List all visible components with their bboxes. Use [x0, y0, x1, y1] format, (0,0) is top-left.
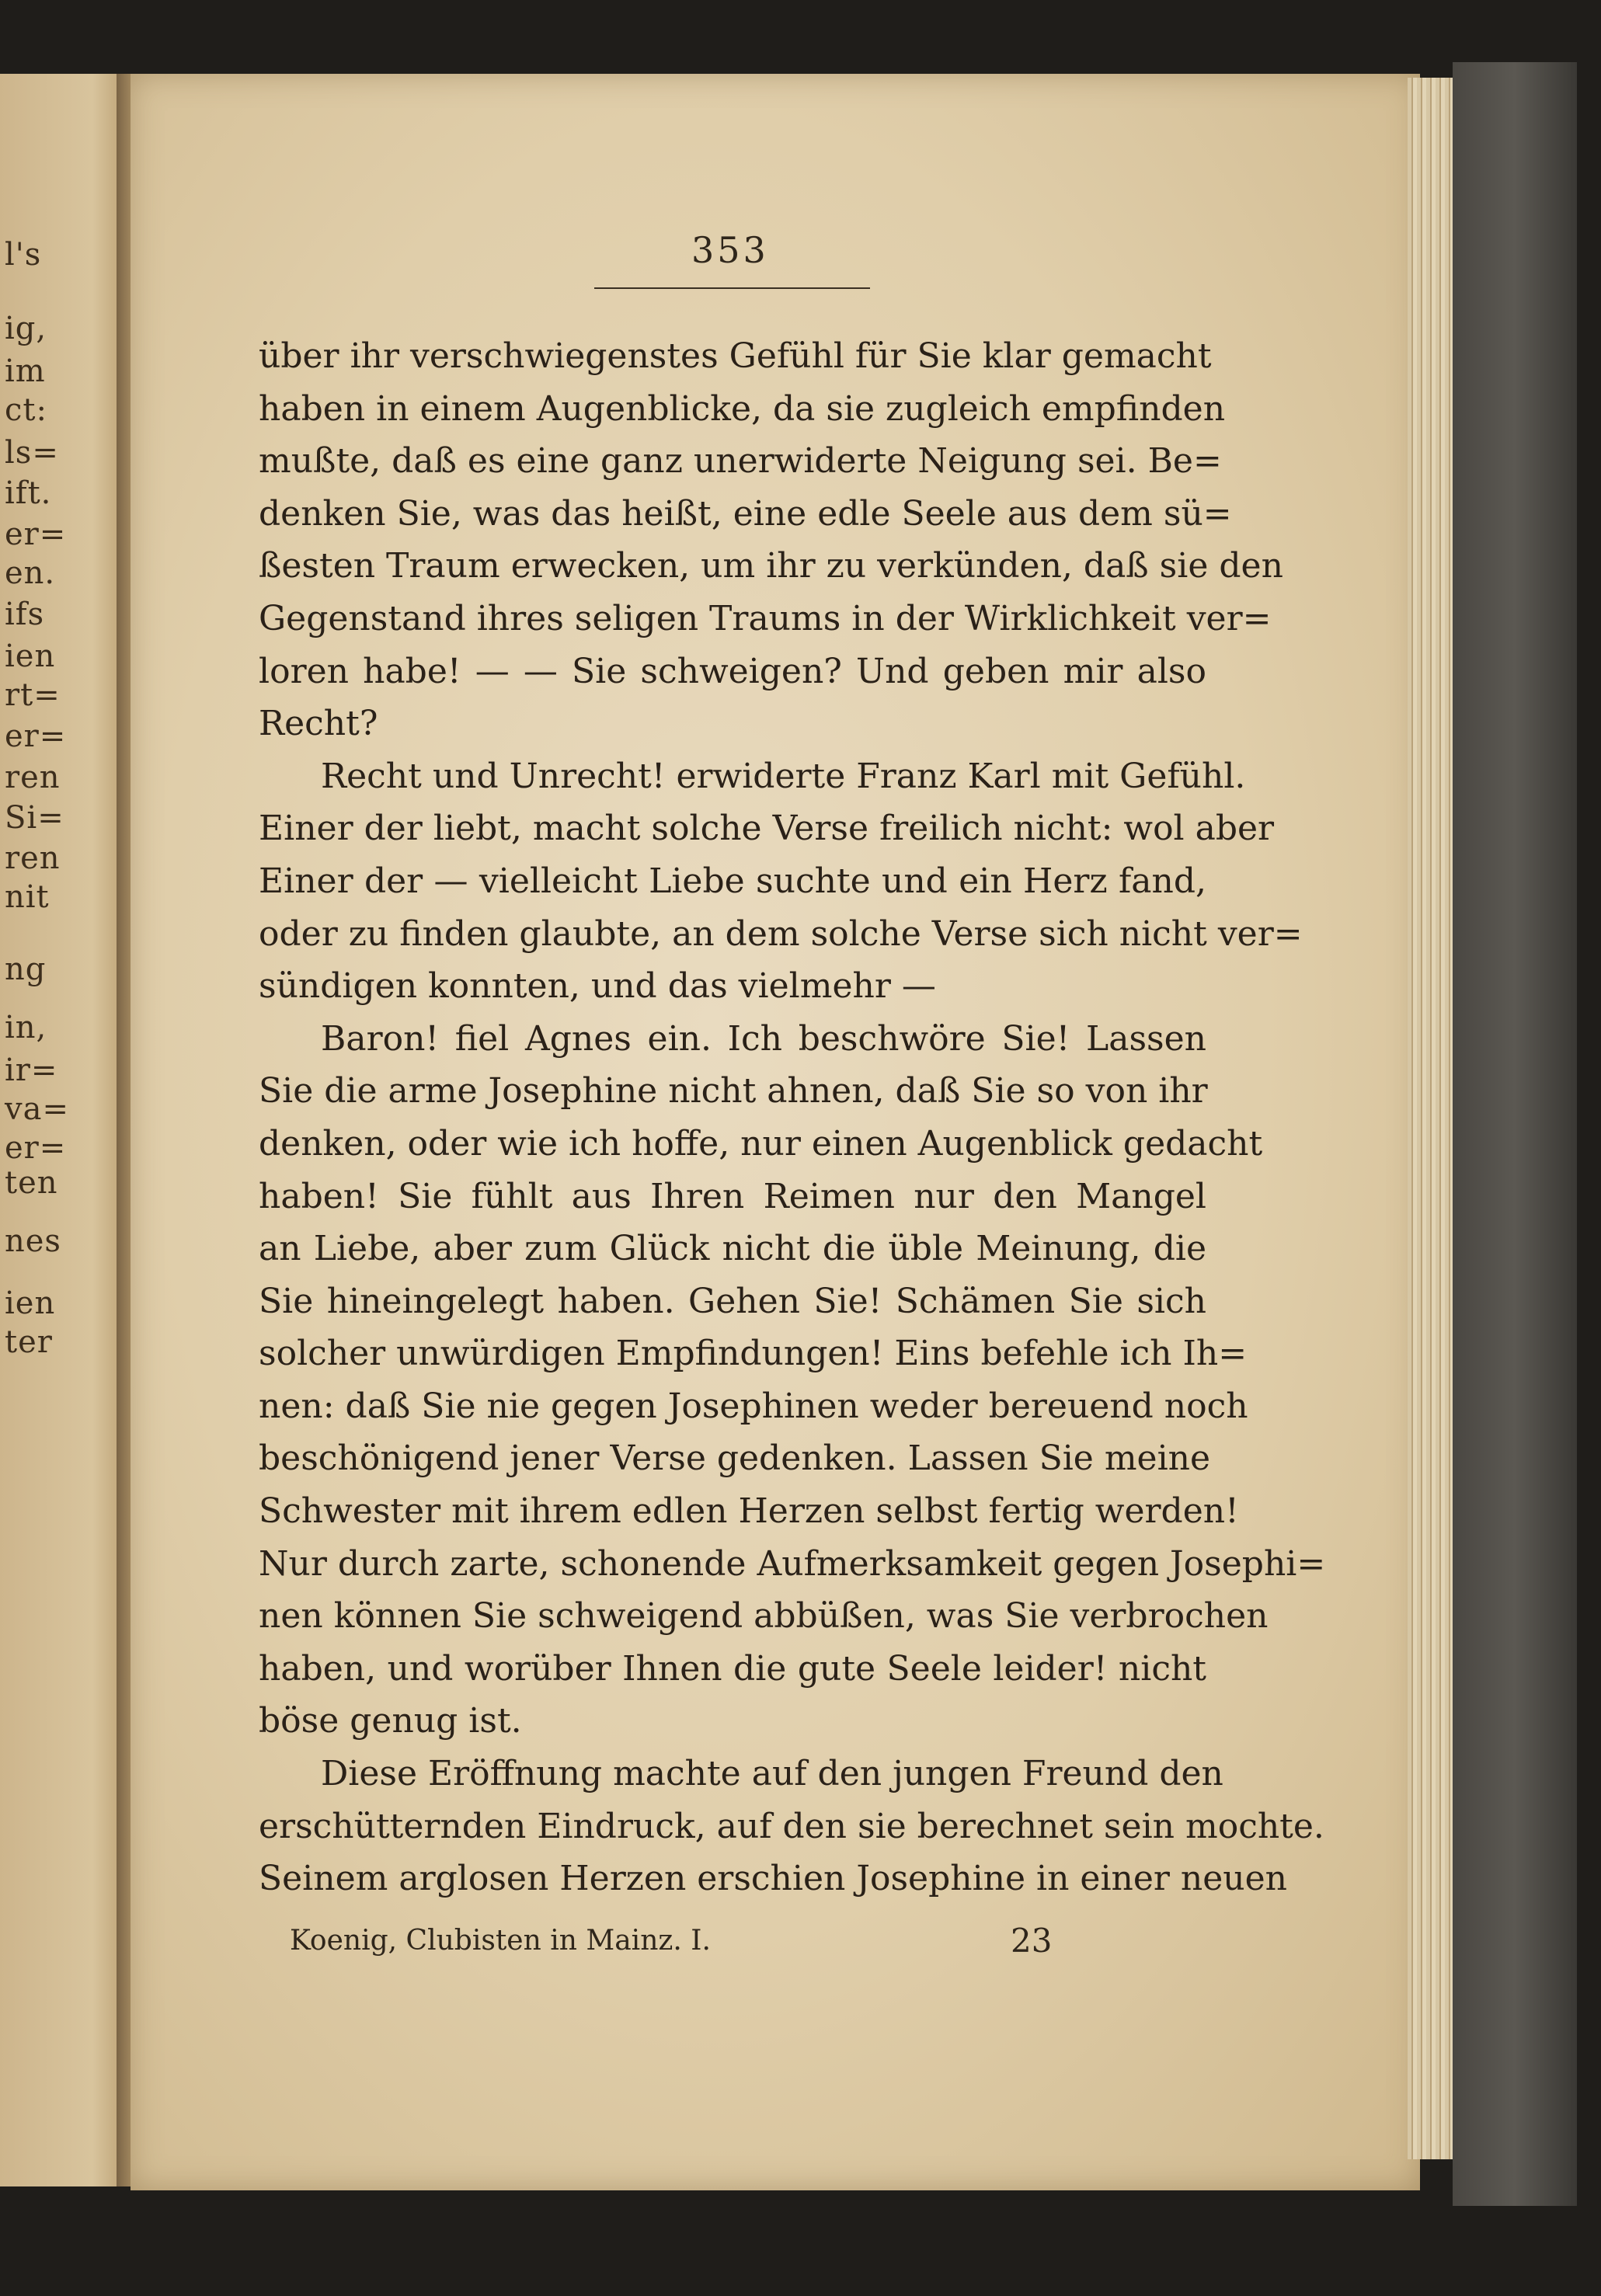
text-line: haben in einem Augenblicke, da sie zugleich empfinden — [259, 388, 1226, 429]
left-page-line-fragment: nes — [5, 1223, 61, 1259]
left-page-line-fragment: ir= — [5, 1052, 58, 1088]
text-line: Diese Eröffnung machte auf den jungen Freund den — [321, 1754, 1223, 1794]
text-line: Sie hineingelegt haben. Gehen Sie! Schämen Sie sich — [259, 1281, 1206, 1321]
left-page-line-fragment: ter — [5, 1324, 53, 1360]
text-line: Einer der liebt, macht solche Verse freilich nicht: wol aber — [259, 809, 1275, 849]
text-line: ßesten Traum erwecken, um ihr zu verkünden, daß sie den — [259, 546, 1283, 586]
text-line: beschönigend jener Verse gedenken. Lassen Sie meine — [259, 1438, 1211, 1479]
text-line: Nur durch zarte, schonende Aufmerksamkeit gegen Josephi= — [259, 1543, 1326, 1584]
left-page-line-fragment: ifs — [5, 597, 45, 632]
text-line: sündigen konnten, und das vielmehr — — [259, 966, 936, 1007]
left-page-line-fragment: er= — [5, 517, 67, 552]
left-page-line-fragment: nit — [5, 879, 50, 915]
left-page-line-fragment: ls= — [5, 435, 59, 471]
left-page-line-fragment: ien — [5, 1285, 56, 1321]
page-footer — [259, 1922, 1206, 1971]
text-line: Recht und Unrecht! erwiderte Franz Karl mit Gefühl. — [321, 756, 1246, 796]
left-page-line-fragment: ct: — [5, 392, 47, 428]
page-body-text — [259, 330, 1326, 1905]
text-line: Seinem arglosen Herzen erschien Josephine in einer neuen — [259, 1859, 1288, 1899]
text-line: Baron! fiel Agnes ein. Ich beschwöre Sie! Lassen — [321, 1018, 1206, 1059]
page-number: 353 — [691, 229, 769, 271]
text-line: Gegenstand ihres seligen Traums in der Wirklichkeit ver= — [259, 598, 1272, 638]
text-line: haben, und worüber Ihnen die gute Seele leider! nicht — [259, 1648, 1206, 1689]
sheet-number: 23 — [1011, 1922, 1053, 1960]
text-line: Recht? — [259, 704, 378, 744]
text-line: denken, oder wie ich hoffe, nur einen Augenblick gedacht — [259, 1123, 1263, 1164]
left-page-line-fragment: ien — [5, 638, 56, 674]
left-page-line-fragment: ren — [5, 840, 61, 876]
text-line: Einer der — vielleicht Liebe suchte und ein Herz fand, — [259, 861, 1206, 901]
text-line: oder zu finden glaubte, an dem solche Verse sich nicht ver= — [259, 913, 1303, 954]
header-rule — [594, 287, 870, 289]
page-edges — [1408, 78, 1454, 2159]
text-line: haben! Sie fühlt aus Ihren Reimen nur den Mangel — [259, 1176, 1206, 1216]
text-line: denken Sie, was das heißt, eine edle Seele aus dem sü= — [259, 493, 1232, 534]
text-line: erschütternden Eindruck, auf den sie berechnet sein mochte. — [259, 1806, 1324, 1846]
text-line: nen: daß Sie nie gegen Josephinen weder bereuend noch — [259, 1386, 1248, 1426]
text-line: solcher unwürdigen Empfindungen! Eins befehle ich Ih= — [259, 1334, 1248, 1374]
text-line: nen können Sie schweigend abbüßen, was Sie verbrochen — [259, 1596, 1269, 1637]
text-line: an Liebe, aber zum Glück nicht die üble Meinung, die — [259, 1229, 1206, 1269]
text-line: loren habe! — — Sie schweigen? Und geben mir also — [259, 651, 1206, 691]
text-line: böse genug ist. — [259, 1701, 522, 1741]
left-page-line-fragment: l's — [5, 237, 42, 273]
left-page-line-fragment: er= — [5, 718, 67, 754]
text-line: Schwester mit ihrem edlen Herzen selbst fertig werden! — [259, 1491, 1239, 1532]
left-page-line-fragment: rt= — [5, 677, 61, 713]
text-line: über ihr verschwiegenstes Gefühl für Sie klar gemacht — [259, 336, 1212, 376]
left-page-line-fragment: er= — [5, 1130, 67, 1166]
left-page-line-fragment: ng — [5, 951, 47, 987]
book-cover — [1453, 62, 1577, 2206]
left-page-fragment — [0, 74, 132, 2186]
left-page-line-fragment: ten — [5, 1165, 58, 1201]
left-page-line-fragment: ig, — [5, 311, 47, 346]
left-page-line-fragment: in, — [5, 1010, 47, 1045]
left-page-line-fragment: va= — [5, 1091, 69, 1127]
printer-signature: Koenig, Clubisten in Mainz. I. — [290, 1925, 711, 1957]
left-page-line-fragment: Si= — [5, 800, 64, 836]
left-page-line-fragment: ren — [5, 760, 61, 795]
text-line: mußte, daß es eine ganz unerwiderte Neigung sei. Be= — [259, 441, 1222, 482]
left-page-line-fragment: en. — [5, 555, 56, 591]
left-page-line-fragment: im — [5, 353, 46, 389]
text-line: Sie die arme Josephine nicht ahnen, daß Sie so von ihr — [259, 1071, 1208, 1111]
left-page-line-fragment: ift. — [5, 475, 52, 511]
